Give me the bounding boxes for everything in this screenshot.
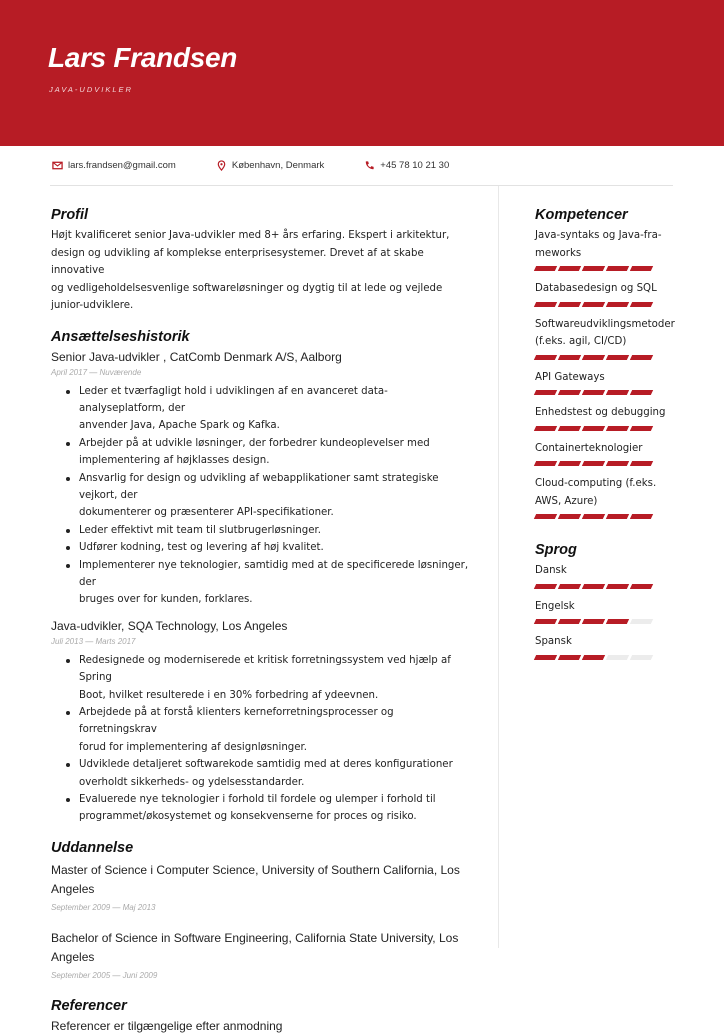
job-bullets [51,383,471,609]
text-line: design og udvikling af komplekse enterprisesystemer. Drevet af at skabe innovative [51,247,424,276]
phone-icon [364,160,375,171]
job-title: JAVA-UDVIKLER [49,85,133,94]
level-segment [534,390,557,395]
list-item: Evaluerede nye teknologier i forhold til fordele og ulemper i forhold til programmet/økosystemet og konsekvenserne for proces og risiko. [51,791,471,826]
references-text: Referencer er tilgængelige efter anmodning [51,1018,283,1033]
rated-item [535,316,675,361]
level-segment [558,355,581,360]
education-entry-date: September 2005 — Juni 2009 [51,970,158,980]
level-segment [630,426,653,431]
section-heading: Ansættelseshistorik [51,328,190,345]
job-entry [51,350,471,609]
rated-item-label: Dansk [535,565,567,576]
level-bar [535,355,675,361]
job-entry-title: Senior Java-udvikler , CatComb Denmark A/S, Aalborg [51,349,342,364]
level-bar [535,655,675,661]
rated-item [535,227,675,272]
education-entry-date: September 2009 — Maj 2013 [51,902,156,912]
list-item: Arbejder på at udvikle løsninger, der forbedrer kundeoplevelser med implementering af højklasses design. [51,435,471,470]
section-heading: Sprog [535,542,577,558]
list-item: Arbejdede på at forstå klienters kerneforretningsprocesser og forretningskrav forud for implementering af designløsninger. [51,704,471,756]
level-segment [534,302,557,307]
contact-phone[interactable] [364,160,449,171]
rated-item [535,633,675,661]
level-bar [535,619,675,625]
level-segment [582,302,605,307]
level-segment [534,619,557,624]
list-item: Redesignede og moderniserede et kritisk forretningssystem ved hjælp af Spring Boot, hvilket resulterede i en 30% forbedring af ydeevnen. [51,652,471,704]
rated-item-label: Java-syntaks og Java-fra- meworks [535,230,662,259]
level-segment [558,655,581,660]
sidebar-column [535,207,675,669]
level-segment [606,619,629,624]
phone-text: +45 78 10 21 30 [380,160,450,171]
level-segment [534,655,557,660]
level-segment [558,426,581,431]
level-segment [582,355,605,360]
level-segment [558,461,581,466]
job-entry-date: April 2017 — Nuværende [51,367,142,377]
level-segment [534,514,557,519]
rated-item-label: Enhedstest og debugging [535,407,666,418]
level-bar [535,461,675,467]
rated-item-label: API Gateways [535,371,605,383]
level-segment [606,355,629,360]
level-segment [630,584,653,589]
text-line: junior-udviklere. [51,300,134,311]
text-line: og vedligeholdelsesvenlige softwareløsninger og dygtig til at lede og vejlede [51,282,443,294]
level-segment [630,655,653,660]
list-item: Leder effektivt mit team til slutbrugerløsninger. [51,522,471,539]
contact-email[interactable] [52,160,176,171]
rated-item [535,562,675,590]
level-segment [534,584,557,589]
candidate-name: Lars Frandsen [48,42,238,73]
rated-item-label: Engelsk [535,600,575,612]
employment-section [51,329,471,826]
list-item: Ansvarlig for design og udvikling af webapplikationer samt strategiske vejkort, der dokumenterer og præsenterer API-specifikationer. [51,470,471,522]
level-segment [630,619,653,624]
education-entry-title: Master of Science i Computer Science, University of Southern California, Los Angeles [51,862,460,896]
rated-item-label: Containerteknologier [535,442,643,454]
section-heading: Uddannelse [51,839,134,856]
level-segment [630,461,653,466]
level-segment [606,514,629,519]
rated-item [535,598,675,626]
level-segment [582,619,605,624]
level-segment [630,266,653,271]
level-segment [630,302,653,307]
level-bar [535,302,675,308]
level-segment [558,584,581,589]
list-item: Implementerer nye teknologier, samtidig med at de specificerede løsninger, der bruges over for kunden, forklares. [51,557,471,609]
location-pin-icon [216,160,227,171]
rated-item [535,369,675,397]
level-segment [630,355,653,360]
rated-item-label: Cloud-computing (f.eks. AWS, Azure) [535,478,657,507]
header-divider [50,185,673,186]
rated-item [535,440,675,468]
main-column [51,207,471,1033]
level-segment [582,266,605,271]
level-segment [582,514,605,519]
rated-item-label: Databasedesign og SQL [535,283,657,294]
job-bullets [51,652,471,826]
level-segment [558,390,581,395]
level-segment [582,461,605,466]
email-text: lars.frandsen@gmail.com [68,160,176,171]
rated-item [535,404,675,432]
location-text: København, Denmark [231,160,325,171]
level-segment [630,514,653,519]
profile-section [51,207,471,315]
envelope-icon [52,160,63,171]
level-segment [558,266,581,271]
section-heading: Referencer [51,997,127,1014]
level-segment [558,619,581,624]
level-segment [534,355,557,360]
section-heading: Kompetencer [535,207,628,223]
level-bar [535,426,675,432]
languages-list [535,562,675,661]
level-segment [558,302,581,307]
level-segment [606,266,629,271]
languages-section [535,542,675,661]
skills-list [535,227,675,520]
contact-location [216,160,324,171]
references-section [51,998,471,1033]
skills-section [535,207,675,520]
level-segment [606,461,629,466]
list-item: Udviklede detaljeret softwarekode samtidig med at deres konfigurationer overholdt sikkerheds- og ydelsesstandarder. [51,756,471,791]
education-entry [51,861,471,912]
level-segment [582,584,605,589]
job-entry-date: Juli 2013 — Marts 2017 [51,636,136,646]
level-segment [582,390,605,395]
level-segment [558,514,581,519]
education-entry-title: Bachelor of Science in Software Engineering, California State University, Los Angeles [51,930,459,964]
level-segment [606,426,629,431]
list-item: Leder et tværfagligt hold i udviklingen af en avanceret data-analyseplatform, der anvender Java, Apache Spark og Kafka. [51,383,471,435]
job-entry-title: Java-udvikler, SQA Technology, Los Angeles [51,618,288,633]
header-banner [0,0,724,146]
level-segment [582,426,605,431]
level-bar [535,514,675,520]
level-segment [534,461,557,466]
education-entry [51,929,471,980]
profile-text [51,227,471,315]
text-line: Højt kvalificeret senior Java-udvikler med 8+ års erfaring. Ekspert i arkitektur, [51,230,450,241]
list-item: Udfører kodning, test og levering af høj kvalitet. [51,539,471,556]
level-segment [606,655,629,660]
section-heading: Profil [51,207,89,223]
rated-item [535,280,675,308]
rated-item-label: Spansk [535,636,572,647]
level-bar [535,266,675,272]
level-segment [606,390,629,395]
level-segment [534,266,557,271]
level-segment [606,302,629,307]
contact-bar [52,160,489,171]
column-divider [498,186,499,948]
level-bar [535,584,675,590]
level-segment [606,584,629,589]
education-section [51,840,471,980]
rated-item [535,475,675,520]
level-segment [534,426,557,431]
level-segment [630,390,653,395]
level-bar [535,390,675,396]
level-segment [582,655,605,660]
rated-item-label: Softwareudviklingsmetoder (f.eks. agil, CI/CD) [535,318,675,347]
job-entry [51,619,471,826]
